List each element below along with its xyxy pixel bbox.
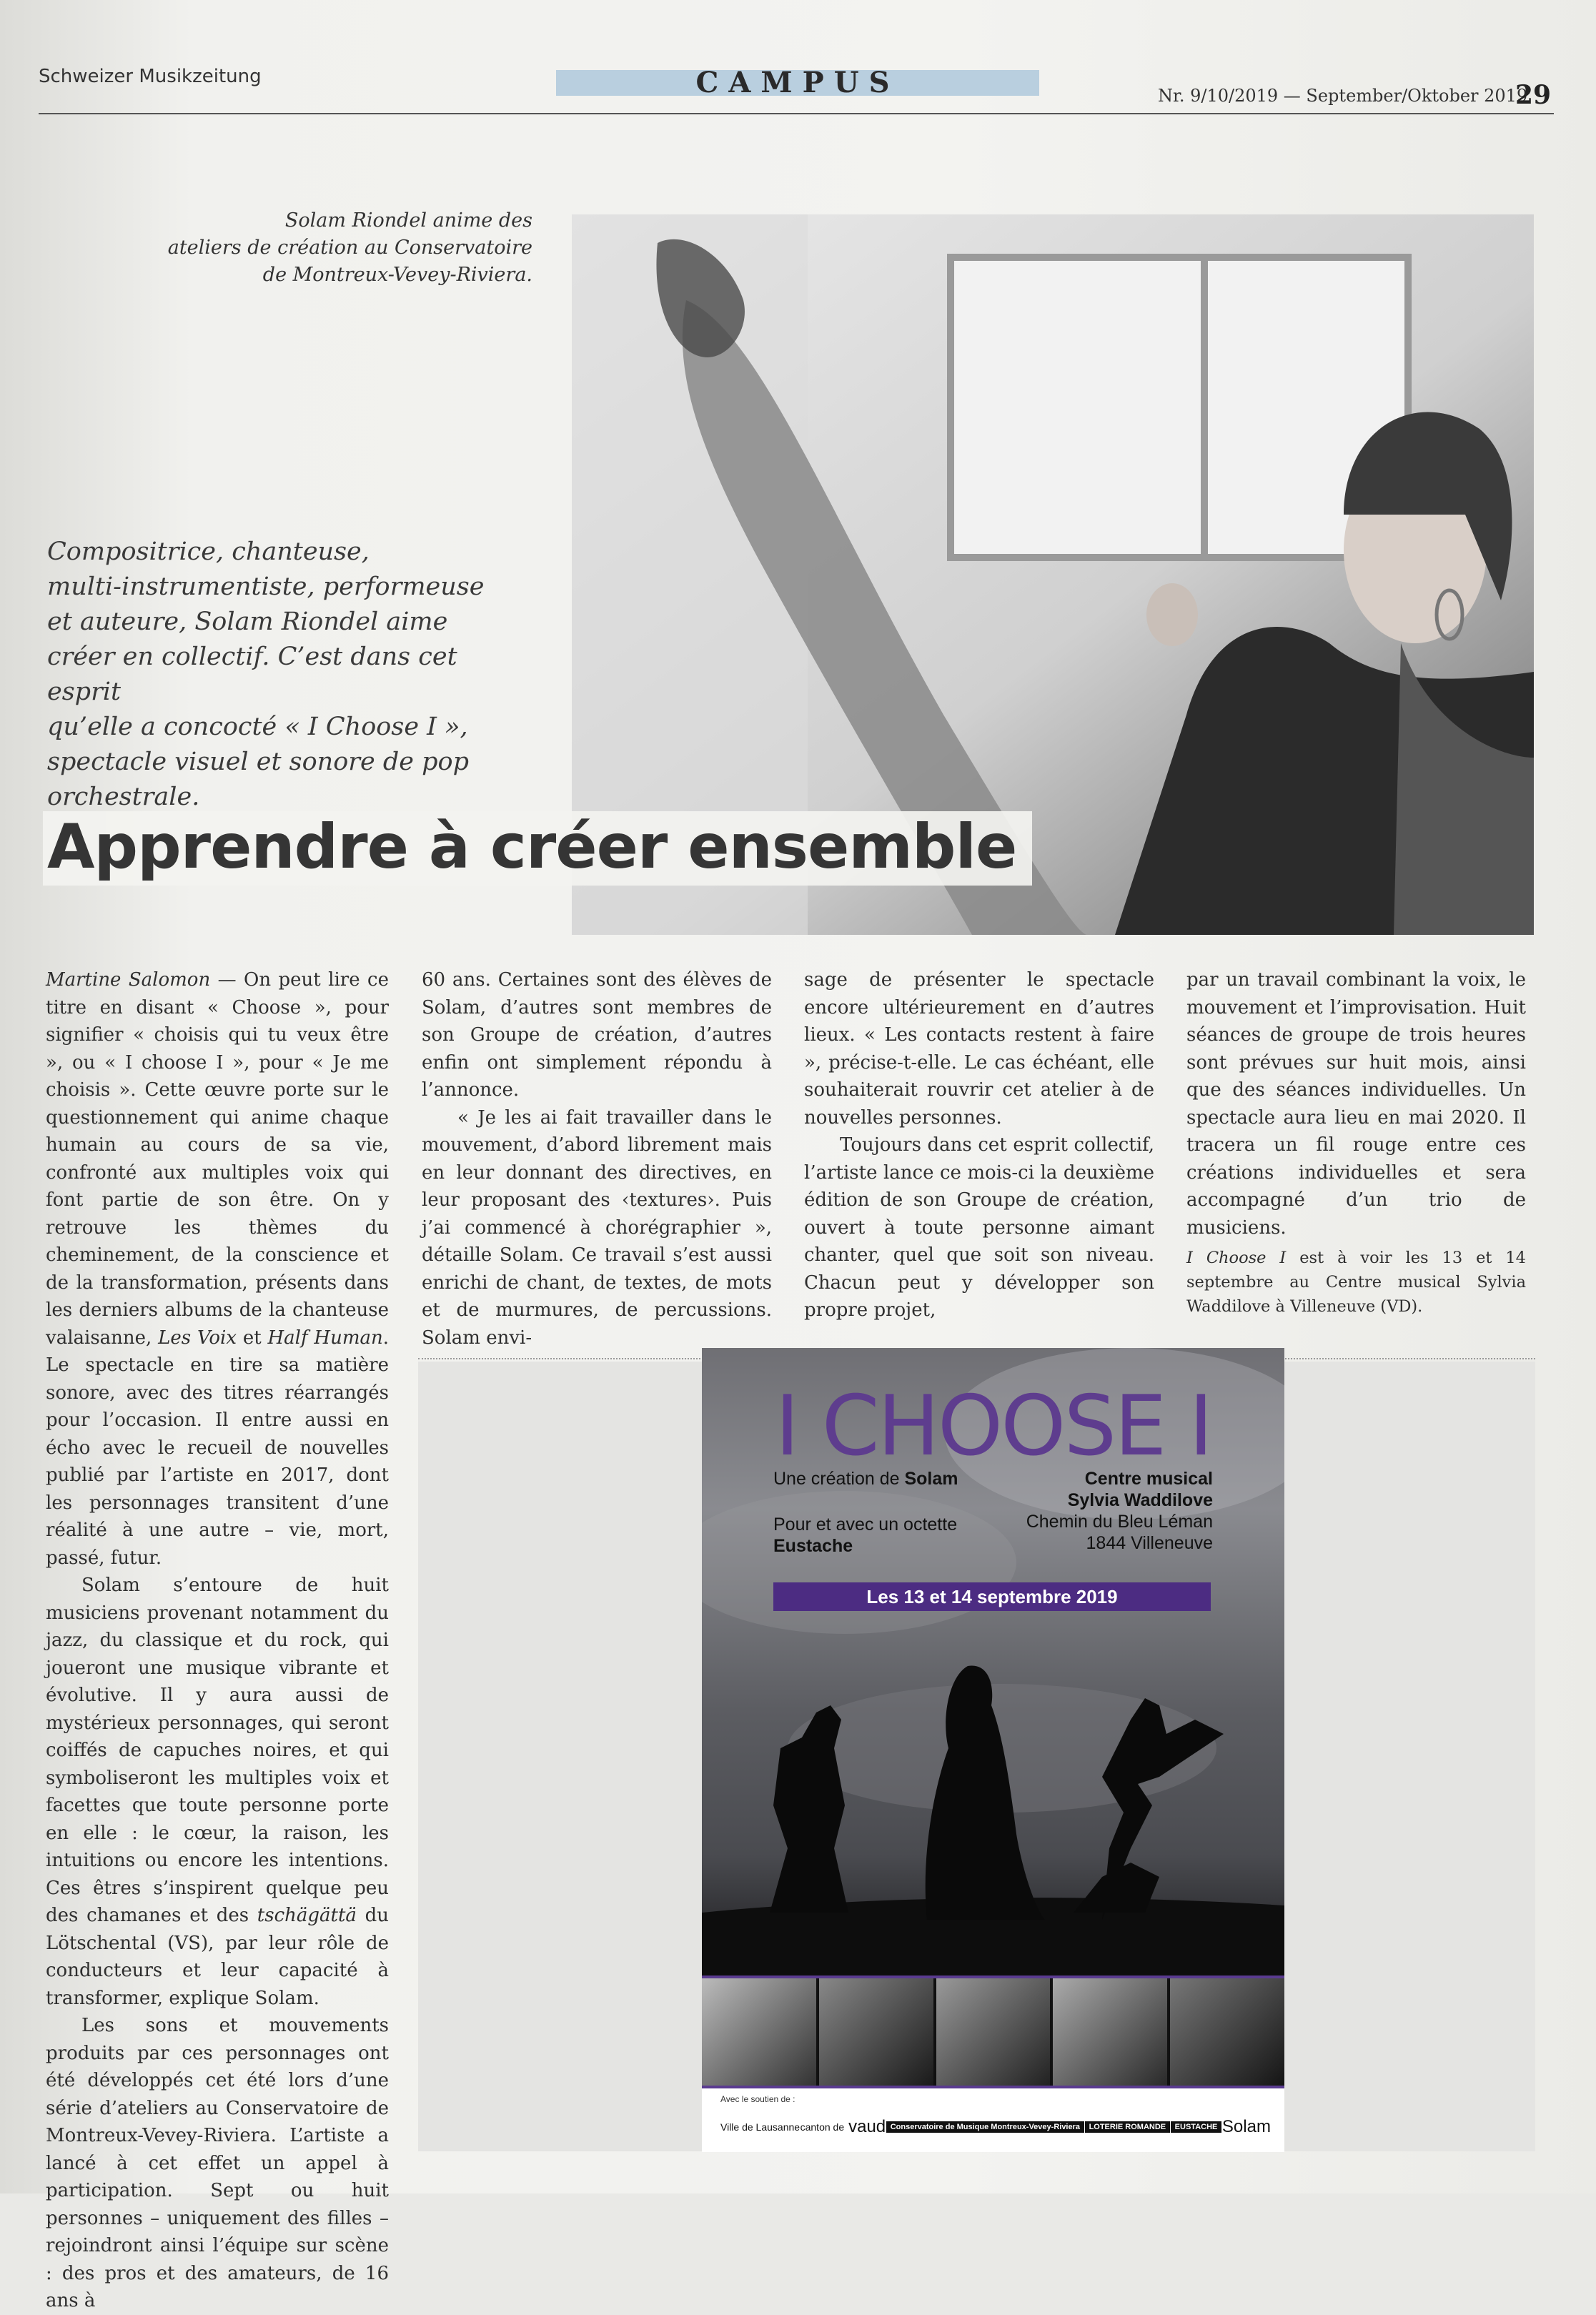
poster-dates: Les 13 et 14 septembre 2019: [773, 1582, 1211, 1611]
photo-thumb: [702, 1978, 816, 2086]
lausanne-label: Ville de Lausanne: [720, 2121, 801, 2133]
octet-name: Eustache: [773, 1536, 853, 1556]
header-rule: [39, 113, 1554, 114]
poster-octet-credit: [773, 1514, 957, 1557]
paragraph-text: . Le spectacle en tire sa matière sonore, avec des titres réarrangés pour l’occasion. Il entre aussi en écho avec le recueil de nouvelles publié par l’artiste en 2017, dont les personnages transitent d’une réalité à une autre – vie, mort, passé, futur.: [46, 1327, 390, 1569]
poster-photo-strip: [702, 1978, 1284, 2086]
lead-line: et auteure, Solam Riondel aime: [47, 608, 448, 636]
paragraph-text: — On peut lire ce titre en disant « Choose », pour signifier « choisis qui tu veux être », ou « I choose I », pour « Je me choisis ». Cette œuvre porte sur le questionnement qui anime chaque humain au cours de sa vie, confronté aux multiples voix qui font partie de son être. On y retrouve les thèmes du cheminement, de la conscience et de la transformation, présents dans les derniers albums de la chanteuse valaisanne,: [46, 969, 389, 1349]
photo-thumb: [1170, 1978, 1284, 2086]
lead-line: spectacle visuel et sonore de pop: [47, 748, 469, 776]
caption-line: de Montreux-Vevey-Riviera.: [262, 264, 532, 286]
album-title: Half Human: [267, 1327, 383, 1349]
logo-canton-vaud: [801, 2117, 886, 2137]
paragraph: [46, 966, 389, 1572]
support-label: Avec le soutien de :: [720, 2094, 795, 2104]
conservatoire-label: Conservatoire de Musique Montreux-Vevey-Riviera: [886, 2121, 1084, 2133]
solam-label: Solam: [1221, 2117, 1271, 2136]
lead-paragraph: [47, 535, 490, 815]
foreign-term: tschägättä: [257, 1905, 357, 1926]
photo-caption: [143, 207, 532, 289]
logo-eustache: [1171, 2121, 1222, 2133]
paragraph: sage de présenter le spectacle encore ultérieurement en d’autres lieux. « Les contacts restent à faire », précise-t-elle. Le cas échéant, elle souhaiterait rouvrir cet atelier à de nouvelles personnes.: [804, 969, 1154, 1129]
logo-solam: [1222, 2117, 1271, 2137]
photo-thumb: [936, 1978, 1051, 2086]
lead-line: Compositrice, chanteuse,: [47, 537, 370, 566]
sponsor-logos: [720, 2117, 1271, 2137]
eustache-label: EUSTACHE: [1171, 2121, 1222, 2133]
logo-loterie-romande: [1085, 2121, 1171, 2133]
creation-prefix: Une création de: [773, 1469, 900, 1489]
logo-lausanne: [720, 2121, 800, 2133]
article-column-3: [804, 966, 1154, 1324]
section-title: CAMPUS: [695, 66, 900, 99]
loterie-label: LOTERIE ROMANDE: [1085, 2121, 1171, 2133]
vaud-label: vaud: [848, 2117, 886, 2136]
paragraph: [46, 1572, 389, 2012]
album-title: Les Voix: [158, 1327, 237, 1349]
lead-line: qu’elle a concocté « I Choose I »,: [47, 713, 468, 741]
poster-sponsors: [702, 2088, 1284, 2152]
lead-line: orchestrale.: [47, 783, 200, 811]
octet-line: Pour et avec un octette: [773, 1515, 958, 1535]
caption-line: ateliers de création au Conservatoire: [167, 237, 532, 259]
logo-conservatoire: [886, 2121, 1084, 2133]
paragraph: Toujours dans cet esprit collectif, l’artiste lance ce mois-ci la deuxième édition de son Groupe de création, ouvert à toute personne aimant chanter, quel que soit son niveau. Chacun peut y développer son propre projet,: [804, 1134, 1154, 1321]
paragraph: 60 ans. Certaines sont des élèves de Solam, d’autres sont membres de son Groupe de création, d’autres enfin ont simplement répondu à l’annonce.: [422, 969, 772, 1101]
caption-line: Solam Riondel anime des: [284, 209, 532, 232]
paragraph: « Je les ai fait travailler dans le mouvement, d’abord librement mais en leur donnant des directives, en leur proposant des ‹textures›. Puis j’ai commencé à chorégraphier », détaille Solam. Ce travail s’est aussi enrichi de chant, de textes, de mots et de murmures, de percussions. Solam envi-: [422, 1106, 772, 1349]
paragraph: par un travail combinant la voix, le mouvement et l’improvisation. Huit séances de groupe de trois heures sont prévues sur huit mois, ainsi que des séances individuelles. Un spectacle aura lieu en mai 2020. Il tracera un fil rouge entre ces créations individuelles et sera accompagné d’un trio de musiciens.: [1186, 969, 1526, 1239]
issue-info: Nr. 9/10/2019 — September/Oktober 2019: [1158, 86, 1528, 106]
show-title: I Choose I: [1186, 1249, 1287, 1267]
event-note-text: est à voir les 13 et 14 septembre au Centre musical Sylvia Waddilove à Villeneuve (VD).: [1186, 1249, 1526, 1316]
paragraph: Les sons et mouvements produits par ces personnages ont été développés cet été lors d’une série d’ateliers au Conservatoire de Montreux-Vevey-Riviera. L’artiste a lancé à cet effet un appel à participation. Sept ou huit personnes – uniquement des filles – rejoindront ainsi l’équipe sur scène : des pros et des amateurs, de 16 ans à: [46, 2015, 389, 2311]
photo-thumb: [1053, 1978, 1167, 2086]
paragraph-text: du Lötschental (VS), par leur rôle de conducteurs et leur capacité à transformer, explique Solam.: [46, 1905, 390, 2009]
venue-line: Centre musical: [1084, 1469, 1213, 1489]
poster-title: I CHOOSE I: [775, 1378, 1211, 1474]
photo-thumb: [819, 1978, 933, 2086]
poster-venue: [1026, 1468, 1213, 1554]
address-line: Chemin du Bleu Léman: [1026, 1512, 1213, 1532]
paragraph-text: Solam s’entoure de huit musiciens provenant notamment du jazz, du classique et du rock, qui joueront une musique vibrante et évolutive. Il y aura aussi de mystérieux personnages, qui seront coiffés de capuches noires, et qui symboliseront les multiples voix et facettes que toute personne porte en elle : le cœur, la raison, les intuitions ou encore les intentions. Ces êtres s’inspirent quelque peu des chamanes et des: [46, 1575, 389, 1926]
byline: Martine Salomon: [46, 969, 211, 991]
lead-line: créer en collectif. C’est dans cet esprit: [47, 643, 457, 706]
poster-creation-credit: [773, 1468, 958, 1489]
page-number: 29: [1515, 80, 1552, 110]
creation-name: Solam: [904, 1469, 958, 1489]
lead-line: multi-instrumentiste, performeuse: [47, 572, 485, 601]
article-column-4: [1186, 966, 1526, 1319]
conjunction: et: [242, 1327, 262, 1349]
article-headline: Apprendre à créer ensemble: [43, 811, 1032, 886]
event-note: [1186, 1246, 1526, 1319]
publication-name: Schweizer Musikzeitung: [39, 66, 262, 87]
article-column-2: [422, 966, 772, 1352]
venue-line: Sylvia Waddilove: [1067, 1490, 1213, 1510]
address-line: 1844 Villeneuve: [1086, 1533, 1213, 1553]
article-column-1: [46, 966, 389, 2315]
event-poster: [702, 1348, 1284, 2152]
canton-label: canton de: [800, 2121, 845, 2133]
